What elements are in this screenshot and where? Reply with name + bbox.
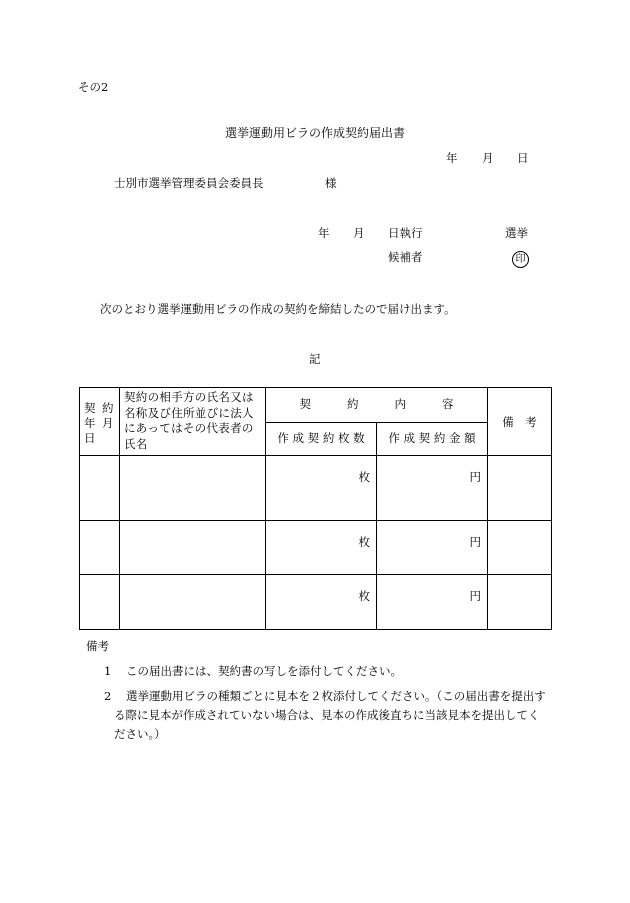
election-month-label: 月	[353, 226, 365, 240]
table-row	[80, 575, 552, 630]
date-month-label: 月	[482, 151, 494, 165]
header-amount	[377, 423, 488, 456]
remark-number: 1	[104, 664, 112, 678]
election-year-label: 年	[318, 226, 330, 240]
date-day-label: 日	[517, 151, 529, 165]
cell-count-unit: 枚	[266, 575, 377, 630]
page-title: 選挙運動用ビラの作成契約届出書	[225, 126, 406, 140]
cell-party	[120, 575, 266, 630]
remark-text-line2: る際に見本が作成されていない場合は、見本の作成後直ちに当該見本を提出してく	[114, 708, 540, 722]
election-day-held-label: 日執行	[388, 226, 423, 240]
form-number: その2	[78, 80, 109, 94]
header-date-char: 月	[102, 416, 114, 430]
statement-text: 次のとおり選挙運動用ビラの作成の契約を締結したので届け出ます。	[100, 302, 456, 316]
cell-amount-unit: 円	[377, 521, 488, 575]
header-date-char: 年	[84, 416, 96, 430]
remark-text: この届出書には、契約書の写しを添付してください。	[126, 664, 402, 678]
ki-label: 記	[309, 352, 321, 366]
remark-text-line1: 選挙運動用ビラの種類ごとに見本を２枚添付してください。（この届出書を提出す	[126, 689, 546, 703]
cell-note	[488, 521, 552, 575]
seal-mark: 印	[512, 251, 529, 268]
header-party-text: 契約の相手方の氏名又は名称及び住所並びに法人にあってはその代表者の氏名	[124, 390, 254, 451]
cell-date	[80, 521, 120, 575]
remark-number: 2	[104, 689, 112, 703]
table-row	[80, 521, 552, 575]
header-contract-char: 約	[347, 397, 359, 411]
header-contract-details	[266, 388, 488, 423]
addressee-honorific: 様	[325, 176, 337, 190]
header-contract-char: 内	[394, 397, 406, 411]
cell-note	[488, 456, 552, 521]
header-count	[266, 423, 377, 456]
header-contract-date	[80, 388, 120, 456]
date-year-label: 年	[446, 151, 458, 165]
cell-amount-unit: 円	[377, 456, 488, 521]
cell-date	[80, 456, 120, 521]
contract-table	[79, 387, 552, 630]
remarks-heading: 備考	[86, 639, 109, 653]
header-count-label: 作 成 契 約 枚 数	[277, 431, 365, 446]
cell-count-unit: 枚	[266, 456, 377, 521]
header-contract-party	[120, 388, 266, 456]
cell-note	[488, 575, 552, 630]
cell-count-unit: 枚	[266, 521, 377, 575]
header-contract-char: 契	[299, 397, 311, 411]
header-date-char: 約	[102, 401, 114, 415]
cell-amount-unit: 円	[377, 575, 488, 630]
header-remarks: 備 考	[488, 388, 552, 456]
election-label: 選挙	[505, 226, 528, 240]
addressee-name: 士別市選挙管理委員会委員長	[114, 176, 264, 190]
header-date-char: 日	[84, 431, 96, 445]
table-row	[80, 456, 552, 521]
candidate-label: 候補者	[388, 250, 423, 264]
cell-party	[120, 521, 266, 575]
cell-date	[80, 575, 120, 630]
header-amount-label: 作 成 契 約 金 額	[388, 431, 476, 446]
remark-text-line3: ださい。）	[114, 727, 166, 741]
cell-party	[120, 456, 266, 521]
header-contract-char: 容	[442, 397, 454, 411]
header-date-char: 契	[84, 401, 96, 415]
